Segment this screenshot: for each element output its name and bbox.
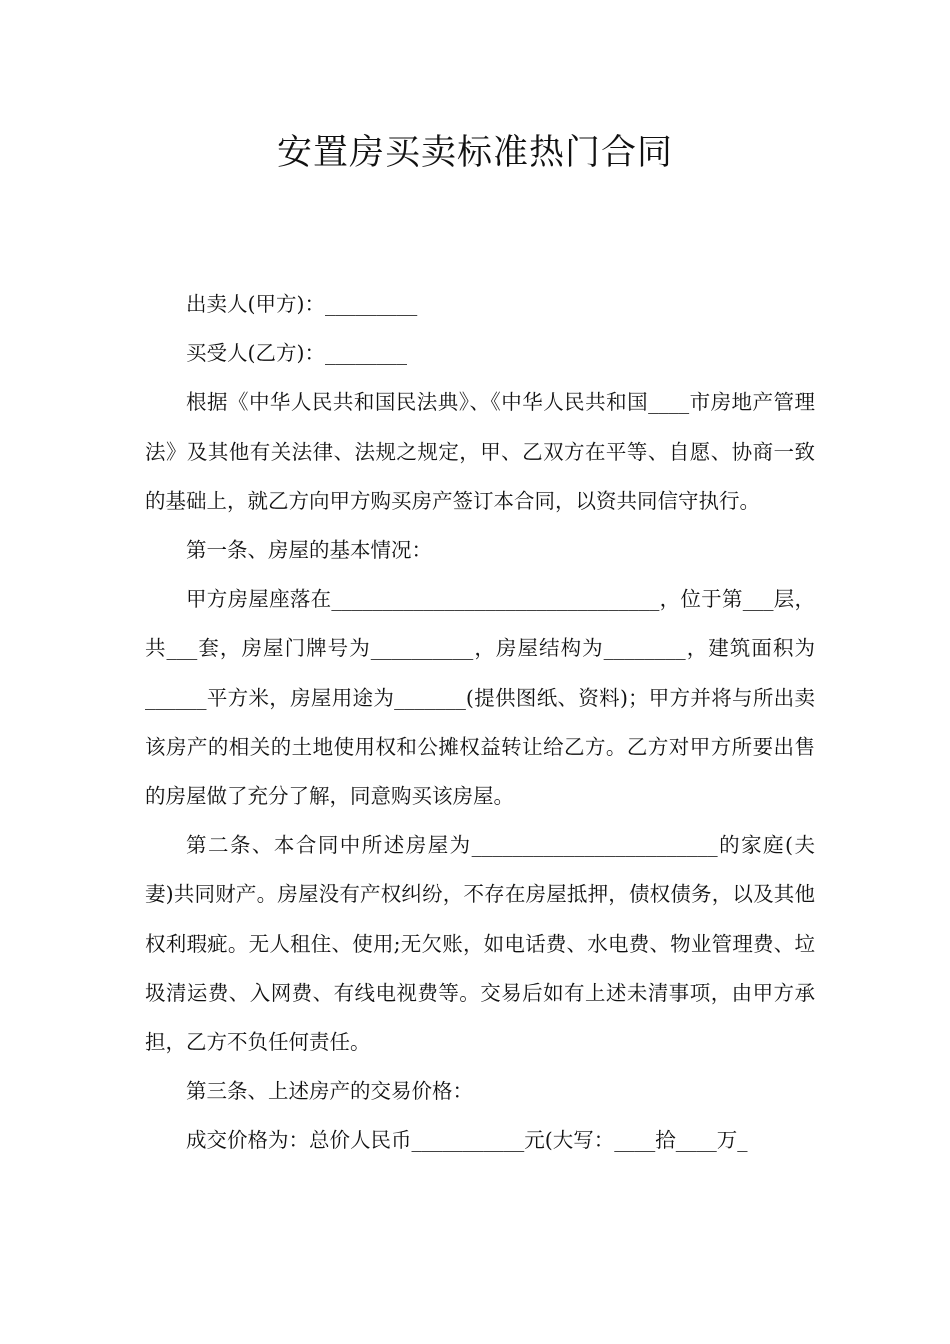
document-body bbox=[145, 280, 815, 1166]
article-2-paragraph: 第二条、本合同中所述房屋为________________________的家庭(夫妻)共同财产。房屋没有产权纠纷，不存在房屋抵押，债权债务，以及其他权利瑕疵。无人租住、使用;无欠账，如电话费、水电费、物业管理费、垃圾清运费、入网费、有线电视费等。交易后如有上述未清事项，由甲方承担，乙方不负任何责任。 bbox=[145, 833, 815, 1055]
article-3-heading: 第三条、上述房产的交易价格： bbox=[186, 1079, 473, 1104]
article-1-heading: 第一条、房屋的基本情况： bbox=[186, 538, 432, 563]
document-title: 安置房买卖标准热门合同 bbox=[276, 133, 673, 173]
article-1-paragraph: 甲方房屋座落在________________________________，位于第___层，共___套，房屋门牌号为__________，房屋结构为________，建筑面积为______平方米，房屋用途为_______(提供图纸、资料)；甲方并将与所出卖该房产的相关的土地使用权和公摊权益转让给乙方。乙方对甲方所要出售的房屋做了充分了解，同意购买该房屋。 bbox=[145, 587, 815, 809]
price-line: 成交价格为：总价人民币___________元(大写：____拾____万_ bbox=[186, 1128, 748, 1153]
seller-line: 出卖人(甲方)：_________ bbox=[186, 292, 418, 316]
preamble-paragraph: 根据《中华人民共和国民法典》、《中华人民共和国____市房地产管理法》及其他有关法律、法规之规定，甲、乙双方在平等、自愿、协商一致的基础上，就乙方向甲方购买房产签订本合同，以资共同信守执行。 bbox=[145, 390, 815, 513]
buyer-line: 买受人(乙方)：________ bbox=[186, 341, 407, 366]
